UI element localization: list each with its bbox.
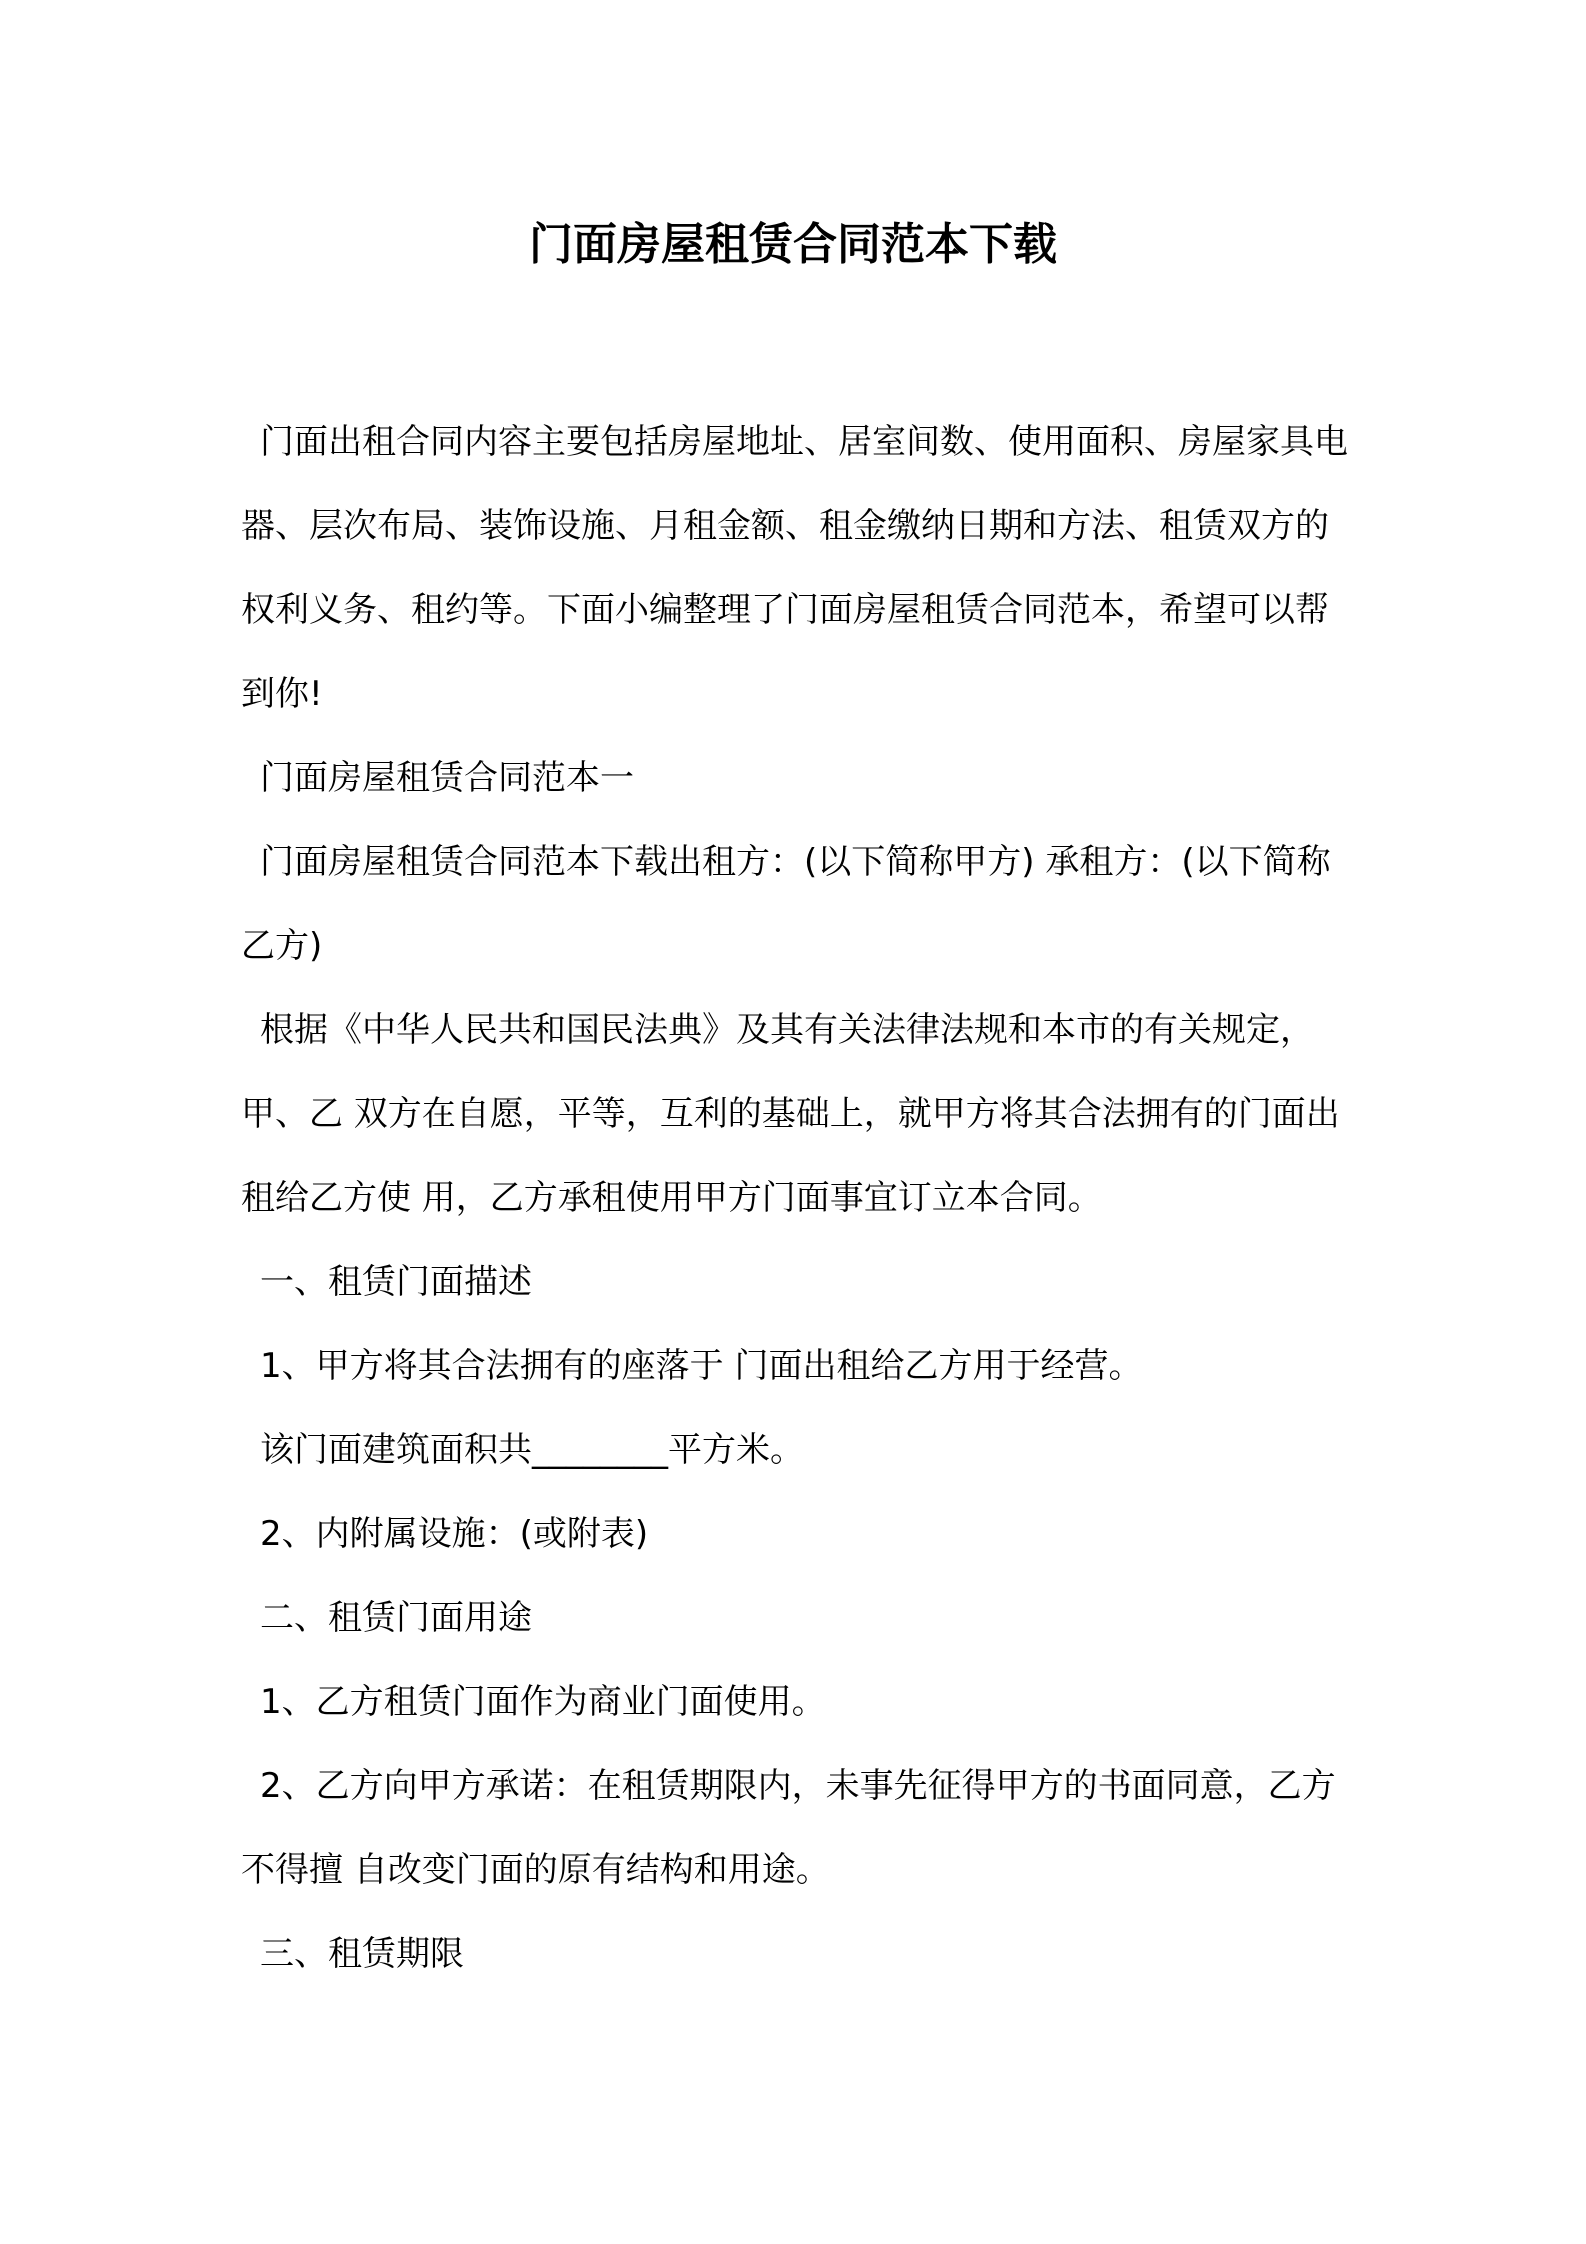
clause-2-1: [241, 1660, 1357, 1744]
paragraph-text: 根据《中华人民共和国民法典》及其有关法律法规和本市的有关规定，甲、乙 双方在自愿，平等，互利的基础上，就甲方将其合法拥有的门面出租给乙方使 用，乙方承租使用甲方门面事宜订立本合同。: [241, 1010, 1340, 1218]
clause-2-2: [241, 1744, 1357, 1912]
paragraph-text: 1、甲方将其合法拥有的座落于 门面出租给乙方用于经营。: [260, 1346, 1143, 1386]
clause-area: [241, 1408, 1357, 1492]
paragraph-parties: [241, 820, 1357, 988]
paragraph-intro: [241, 400, 1357, 736]
document-title: 门面房屋租赁合同范本下载: [529, 219, 1057, 270]
section-heading-3: [241, 1912, 1357, 1996]
section-heading-2: [241, 1576, 1357, 1660]
clause-1-1: [241, 1324, 1357, 1408]
paragraph-basis: [241, 988, 1357, 1240]
paragraph-text: 2、乙方向甲方承诺：在租赁期限内，未事先征得甲方的书面同意，乙方不得擅 自改变门面的原有结构和用途。: [241, 1766, 1336, 1890]
paragraph-text: 二、租赁门面用途: [260, 1598, 532, 1638]
paragraph-heading-sample-one: [241, 736, 1357, 820]
paragraph-text: 一、租赁门面描述: [260, 1262, 532, 1302]
paragraph-text: 门面房屋租赁合同范本下载出租方：(以下简称甲方) 承租方：(以下简称乙方): [241, 842, 1331, 966]
paragraph-text: 1、乙方租赁门面作为商业门面使用。: [260, 1682, 826, 1722]
section-heading-1: [241, 1240, 1357, 1324]
clause-1-2: [241, 1492, 1357, 1576]
paragraph-text: 2、内附属设施：(或附表): [260, 1514, 649, 1554]
paragraph-text: 三、租赁期限: [260, 1934, 464, 1974]
paragraph-text: 该门面建筑面积共________平方米。: [260, 1430, 804, 1470]
document-body: [241, 400, 1357, 1996]
paragraph-text: 门面出租合同内容主要包括房屋地址、居室间数、使用面积、房屋家具电器、层次布局、装饰设施、月租金额、租金缴纳日期和方法、租赁双方的权利义务、租约等。下面小编整理了门面房屋租赁合同范本，希望可以帮到你!: [241, 422, 1348, 714]
paragraph-text: 门面房屋租赁合同范本一: [260, 758, 634, 798]
